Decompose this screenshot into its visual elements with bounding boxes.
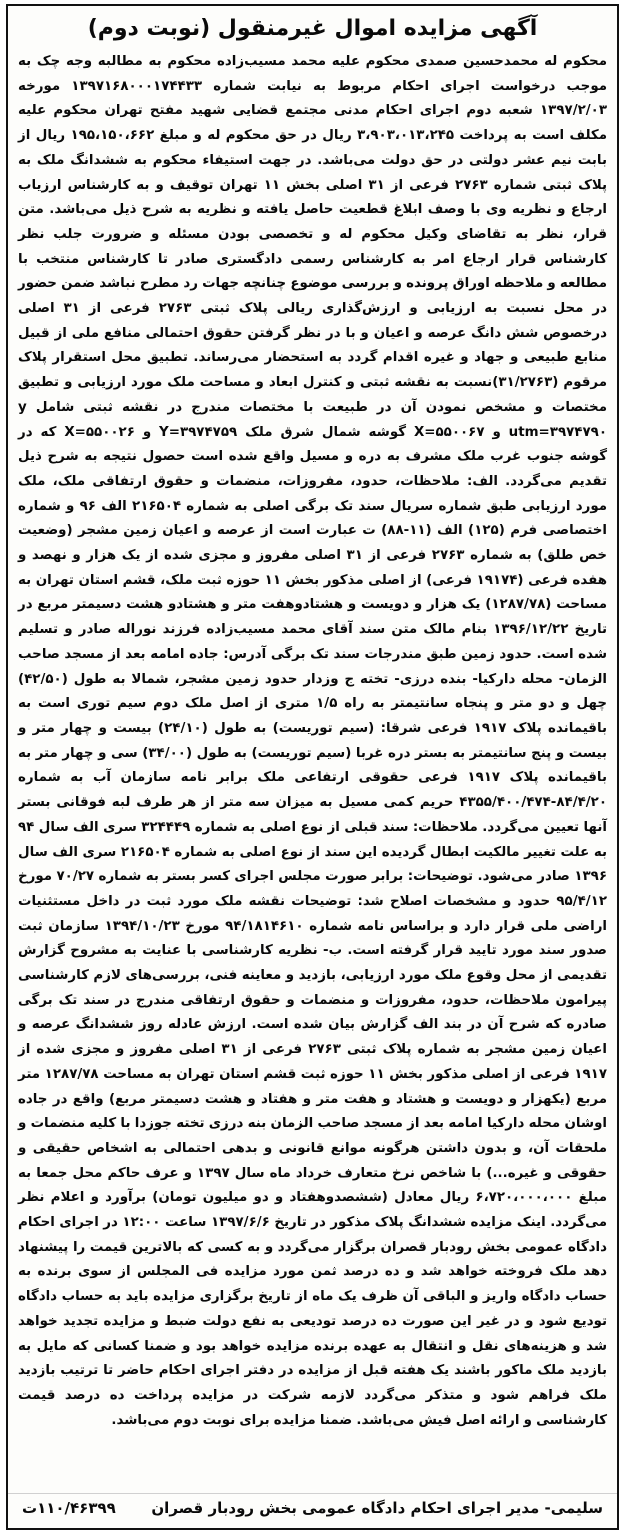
notice-footer [8,1493,617,1522]
ad-code: ۱۱۰/۴۶۳۹۹ت [22,1499,116,1517]
notice-title: آگهی مزایده اموال غیرمنقول (نوبت دوم) [87,15,538,41]
title-bar [8,6,617,50]
notice-body: محکوم له محمدحسین صمدی محکوم علیه محمد مسیب‌زاده محکوم به مطالبه وجه چک به موجب درخواست اجرای احکام مربوط به نیابت شماره ۱۳۹۷۱۶۸۰۰۰۱۷۴۴۳۳ مورخه ۱۳۹۷/۲/۰۳ شعبه دوم اجرای احکام مدنی مجتمع قضایی شهید مفتح تهران محکوم علیه مکلف است به پرداخت ۳،۹۰۳،۰۱۳،۲۴۵ ریال در حق محکوم له و مبلغ ۱۹۵،۱۵۰،۶۶۲ ریال از بابت نیم عشر دولتی در حق دولت می‌باشد. در جهت استیفاء محکوم به ششدانگ ملک به پلاک ثبتی شماره ۲۷۶۳ فرعی از ۳۱ اصلی بخش ۱۱ تهران توقیف و به کارشناس ارزیاب ارجاع و نظریه وی با وصف ابلاغ قطعیت حاصل یافته و نظریه به شرح ذیل می‌باشد. متن قرار، نظر به تقاضای وکیل محکوم له و تخصصی بودن مسئله و ضرورت جلب نظر کارشناس قرار ارجاع امر به کارشناس رسمی دادگستری صادر تا کارشناس منتخب با مطالعه و ملاحظه اوراق پرونده و بررسی موضوع چنانچه جهات رد مطرح نباشد ضمن حضور در محل نسبت به ارزیابی و ارزش‌گذاری ریالی پلاک ثبتی ۲۷۶۳ فرعی از ۳۱ اصلی درخصوص شش دانگ عرصه و اعیان و با در نظر گرفتن حقوق احتمالی منافع ملی از قبیل منابع طبیعی و جهاد و غیره اقدام گردد به استحضار می‌رساند. تطبیق محل استقرار پلاک مرقوم (۳۱/۲۷۶۳)نسبت به نقشه ثبتی و کنترل ابعاد و مساحت ملک مورد ارزیابی و تطبیق مختصات و مشخص نمودن آن در طبیعت با مختصات مندرج در نقشه ثبتی شامل y utm=۳۹۷۴۷۹۰ و X=۵۵۰۰۶۷ گوشه شمال شرق ملک Y=۳۹۷۴۷۵۹ و X=۵۵۰۰۲۶ که در گوشه جنوب غرب ملک مشرف به دره و مسیل واقع شده است حصول نتیجه به شرح ذیل تقدیم می‌گردد. الف: ملاحظات، حدود، مفروزات، منضمات و حقوق ارتفاقی ملک، ملک مورد ارزیابی طبق شماره سریال سند تک برگی اصلی به شماره ۲۱۶۵۰۴ الف ۹۶ و شماره اختصاصی فرم (۱۲۵) الف (۱۱-۸۸) ت عبارت است از عرصه و اعیان زمین مشجر (وضعیت خص طلق) به شماره ۲۷۶۳ فرعی از ۳۱ اصلی مفروز و مجزی شده از یک هزار و نهصد و هفده فرعی (۱۹۱۷۴ فرعی) از اصلی مذکور بخش ۱۱ حوزه ثبت ملک، قشم استان تهران به مساحت (۱۲۸۷/۷۸) یک هزار و دویست و هشتادوهفت متر و هشتادو هشت دسیمتر مربع در تاریخ ۱۳۹۶/۱۲/۲۲ بنام مالک متن سند آقای محمد مسیب‌زاده فرزند نوراله صادر و تسلیم شده است. حدود زمین طبق مندرجات سند تک برگی آدرس: جاده امامه بعد از مسجد صاحب الزمان- محله دارکیا- بنده درزی- تخته ج وزدار حدود زمین مشجر، شمالا به طول (۴۲/۵۰) چهل و دو متر و پنجاه سانتیمتر به راه ۱/۵ متری از اصل ملک دوم سیم توری است به باقیمانده پلاک ۱۹۱۷ فرعی شرقا: (سیم توریست) به طول (۲۴/۱۰) بیست و چهار متر و بیست و پنج سانتیمتر به بستر دره غربا (سیم توریست) به طول (۳۴/۰۰) سی و چهار متر به باقیمانده پلاک ۱۹۱۷ فرعی حقوقی ارتفاعی ملک برابر نامه سازمان آب به شماره ۸۴/۴/۲۰-۴۳۵۵/۴۰۰/۴۷۴ حریم کمی مسیل به میزان سه متر از هر طرف لبه فوقانی بستر آنها تعیین می‌گردد. ملاحظات: سند قبلی از نوع اصلی به شماره ۳۲۴۴۴۹ سری الف سال ۹۴ به علت تغییر مالکیت ابطال گردیده این سند از نوع اصلی به شماره ۲۱۶۵۰۴ سری الف سال ۱۳۹۶ صادر می‌شود. توضیحات: برابر صورت مجلس اجرای کسر بستر به شماره ۷۰/۲۷ مورخ ۹۵/۴/۱۲ حدود و مشخصات اصلاح شد: توضیحات نقشه ملک مورد ثبت در داخل مستثنیات اراضی ملی قرار دارد و براساس نامه شماره ۹۴/۱۸۱۴۶۱۰ مورخ ۱۳۹۴/۱۰/۲۳ سازمان ثبت صدور سند مورد تایید قرار گرفته است. ب- نظریه کارشناسی با عنایت به مشروح گزارش تقدیمی از محل وقوع ملک مورد ارزیابی، بازدید و معاینه فنی، بررسی‌های لازم کارشناسی پیرامون ملاحظات، حدود، مفروزات و منضمات و حقوق ارتفاقی مندرج در سند تک برگی صادره که شرح آن در بند الف گزارش بیان شده است. ارزش عادله روز ششدانگ عرصه و اعیان زمین مشجر به شماره پلاک ثبتی ۲۷۶۳ فرعی از ۳۱ اصلی مفروز و مجزی شده از ۱۹۱۷ فرعی از اصلی مذکور بخش ۱۱ حوزه ثبت قشم استان تهران به مساحت ۱۲۸۷/۷۸ متر مربع (یکهزار و دویست و هشتاد و هفت متر و هفتاد و هشت دسیمتر مربع) واقع در جاده اوشان محله دارکیا امامه بعد از مسجد صاحب الزمان بنه درزی تخته جوزدا با کلیه منضمات و ملحقات آن، و بدون داشتن هرگونه موانع قانونی و بدهی احتمالی به اشخاص حقیقی و حقوقی و غیره...) با شاخص نرخ متعارف خرداد ماه سال ۱۳۹۷ و عرف حاکم محل جمعا به مبلغ ۶،۷۲۰،۰۰۰،۰۰۰ ریال معادل (ششصدوهفتاد و دو میلیون تومان) برآورد و اعلام نظر می‌گردد. اینک مزایده ششدانگ پلاک مذکور در تاریخ ۱۳۹۷/۶/۶ ساعت ۱۲:۰۰ در اجرای احکام دادگاه عمومی بخش رودبار قصران برگزار می‌گردد و به کسی که بالاترین قیمت را پیشنهاد دهد ملک فروخته خواهد شد و ده درصد ثمن مورد مزایده فی المجلس از سوی برنده به حساب دادگاه واریز و الباقی آن ظرف یک ماه از تاریخ برگزاری مزایده باید به حساب دادگاه تودیع شود و در غیر این صورت ده درصد تودیعی به نفع دولت ضبط و مزایده تجدید خواهد شد و هزینه‌های نقل و انتقال به عهده برنده مزایده خواهد بود و ضمنا کسانی که مایل به بازدید ملک ماکور باشند یک هفته قبل از مزایده در دفتر اجرای احکام حاضر تا ترتیب بازدید ملک فراهم شود و متذکر می‌گردد لازمه شرکت در مزایده پرداخت ده درصد قیمت کارشناسی و ارائه اصل فیش می‌باشد. ضمنا مزایده برای نوبت دوم می‌باشد. [18,54,608,1428]
auction-notice [6,4,619,1530]
signature: سلیمی- مدیر اجرای احکام دادگاه عمومی بخش رودبار قصران [151,1499,603,1517]
